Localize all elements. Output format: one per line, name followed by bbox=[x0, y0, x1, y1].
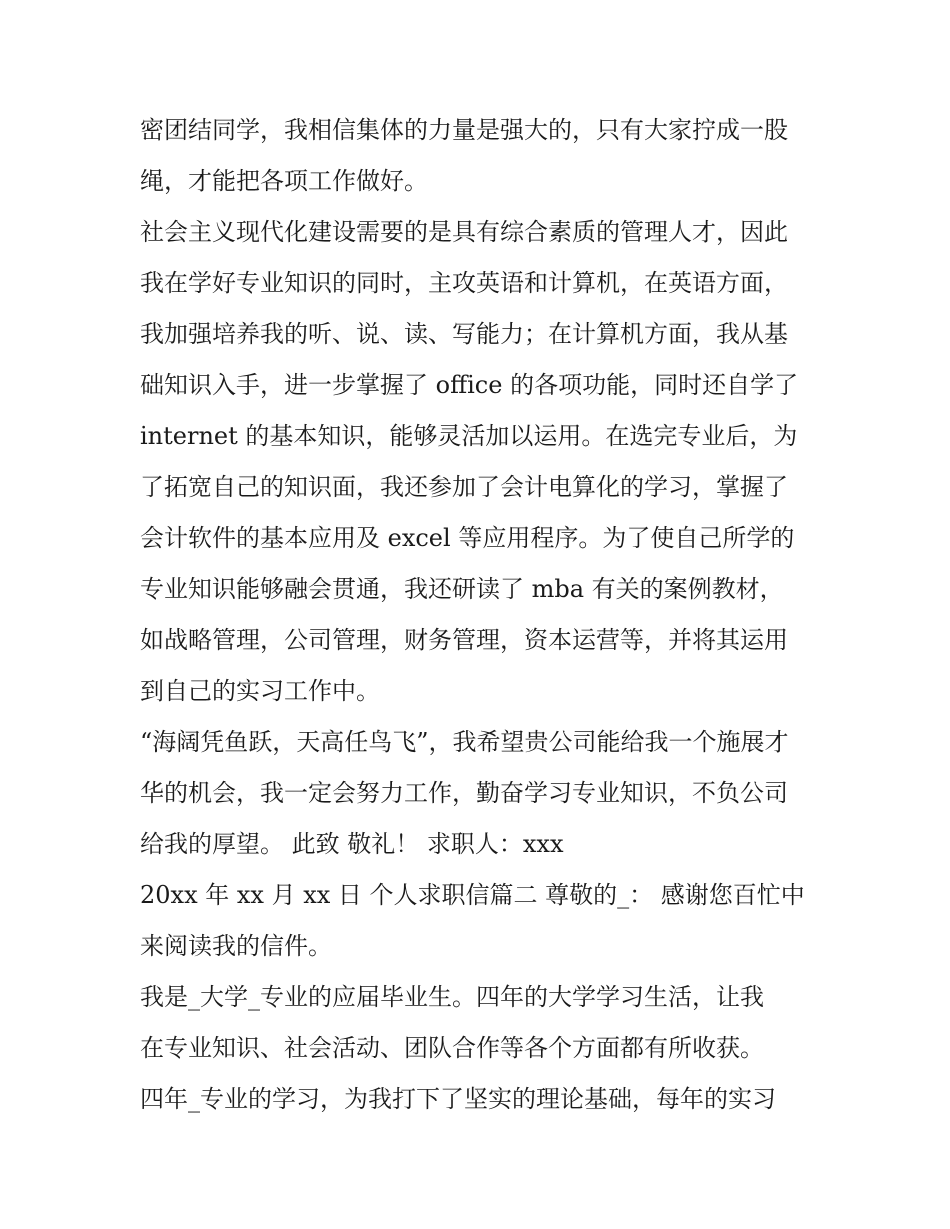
text-line: 到自己的实习工作中。 bbox=[140, 677, 380, 705]
text-line: 我在学好专业知识的同时，主攻英语和计算机，在英语方面， bbox=[140, 269, 788, 297]
text-line: 四年_专业的学习，为我打下了坚实的理论基础，每年的实习 bbox=[140, 1085, 776, 1113]
text-line: 来阅读我的信件。 bbox=[140, 932, 332, 960]
text-line: 绳，才能把各项工作做好。 bbox=[140, 167, 428, 195]
text-line: 华的机会，我一定会努力工作，勤奋学习专业知识，不负公司 bbox=[140, 779, 788, 807]
text-line: 20xx 年 xx 月 xx 日 个人求职信篇二 尊敬的_： 感谢您百忙中 bbox=[140, 881, 805, 909]
text-line: 专业知识能够融会贯通，我还研读了 mba 有关的案例教材， bbox=[140, 575, 784, 603]
text-line: 我是_大学_专业的应届毕业生。四年的大学学习生活，让我 bbox=[140, 983, 764, 1011]
document-body bbox=[140, 105, 830, 1125]
text-line: 了拓宽自己的知识面，我还参加了会计电算化的学习，掌握了 bbox=[140, 473, 788, 501]
text-line: 给我的厚望。 此致 敬礼！ 求职人：xxx bbox=[140, 830, 564, 858]
text-line: 密团结同学，我相信集体的力量是强大的，只有大家拧成一股 bbox=[140, 116, 788, 144]
text-line: internet 的基本知识，能够灵活加以运用。在选完专业后，为 bbox=[140, 422, 798, 450]
text-line: 社会主义现代化建设需要的是具有综合素质的管理人才，因此 bbox=[140, 218, 788, 246]
text-line: 如战略管理，公司管理，财务管理，资本运营等，并将其运用 bbox=[140, 626, 788, 654]
text-line: “海阔凭鱼跃，天高任鸟飞”，我希望贵公司能给我一个施展才 bbox=[140, 728, 789, 756]
text-line: 在专业知识、社会活动、团队合作等各个方面都有所收获。 bbox=[140, 1034, 764, 1062]
text-line: 础知识入手，进一步掌握了 office 的各项功能，同时还自学了 bbox=[140, 371, 799, 399]
text-line: 我加强培养我的听、说、读、写能力；在计算机方面，我从基 bbox=[140, 320, 788, 348]
text-line: 会计软件的基本应用及 excel 等应用程序。为了使自己所学的 bbox=[140, 524, 795, 552]
